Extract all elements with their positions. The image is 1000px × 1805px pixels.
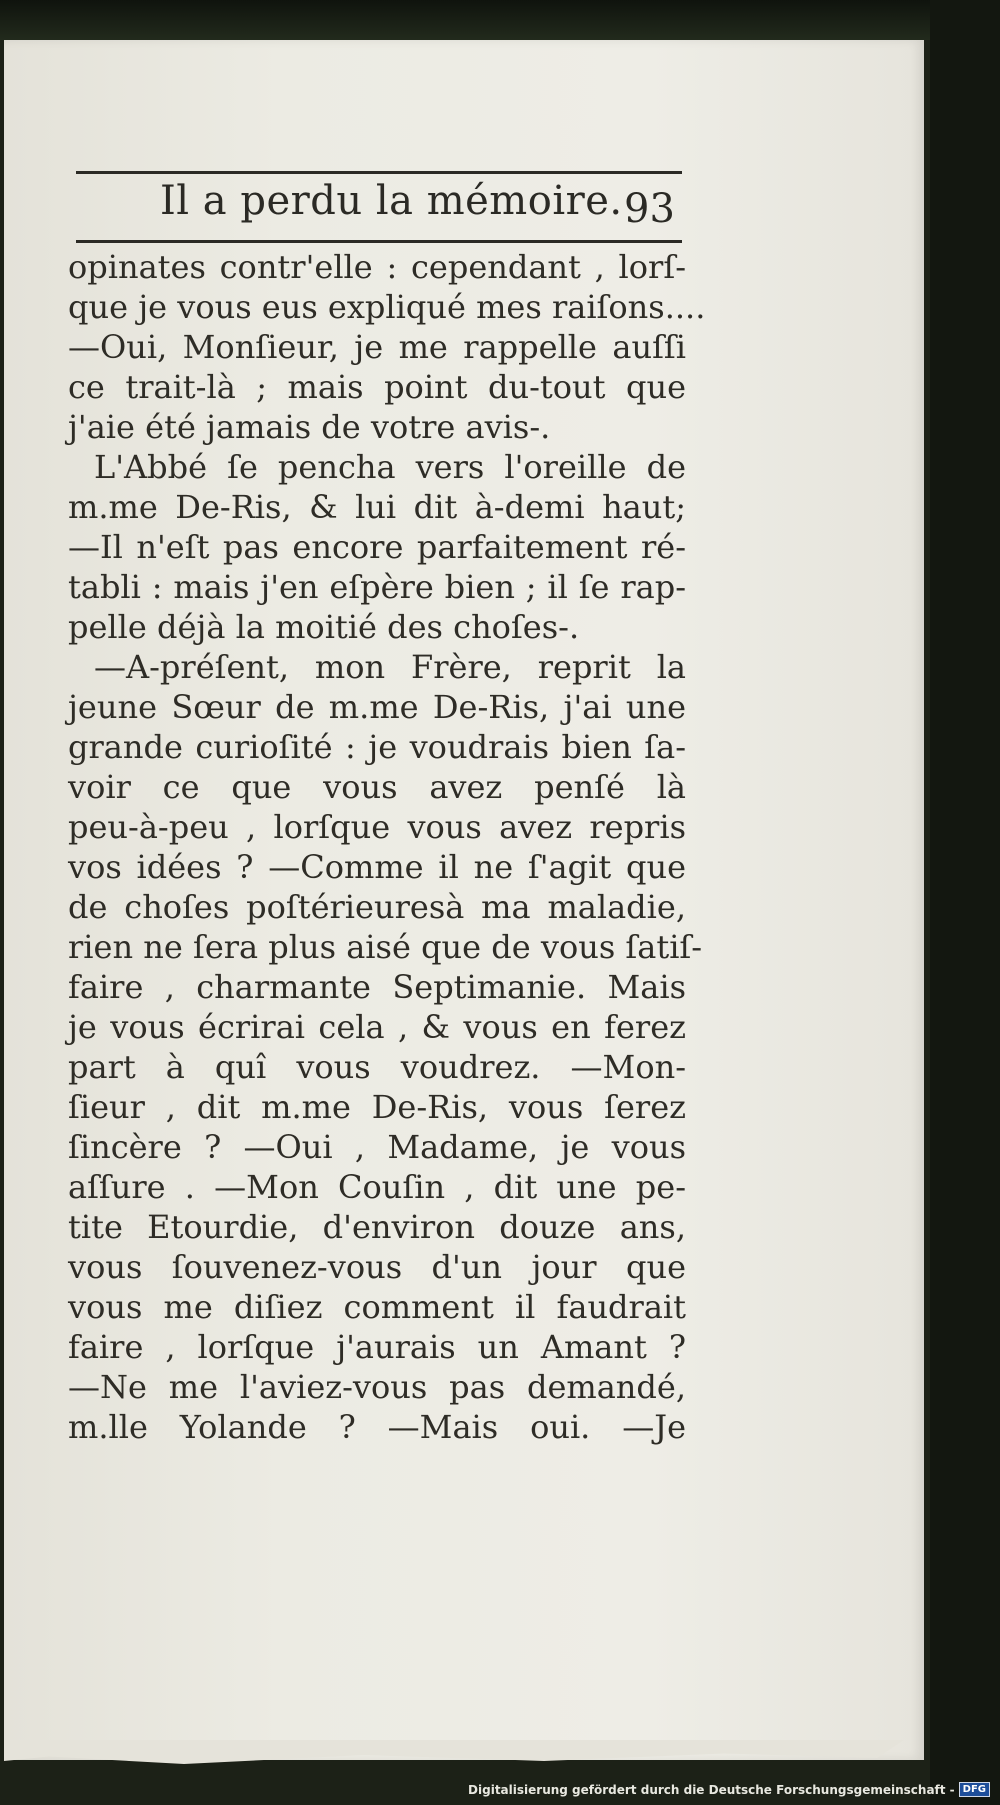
text-line: ſieur , dit m.me De-Ris, vous ſerez [68, 1088, 686, 1126]
text-line: grande curioſité : je voudrais bien ſa- [68, 728, 686, 766]
text-line: m.lle Yolande ? —Mais oui. —Je [68, 1408, 686, 1446]
text-line: opinates contr'elle : cependant , lorſ- [68, 248, 686, 286]
text-line: L'Abbé ſe pencha vers l'oreille de [94, 448, 686, 486]
text-line: —Ne me l'aviez-vous pas demandé, [68, 1368, 686, 1406]
text-line: ſincère ? —Oui , Madame, je vous [68, 1128, 686, 1166]
text-line: jeune Sœur de m.me De-Ris, j'ai une [68, 688, 686, 726]
header-rule-bottom [76, 240, 682, 243]
text-line: de choſes poſtérieuresà ma maladie, [68, 888, 686, 926]
scan-top-edge [0, 0, 1000, 40]
text-line: m.me De-Ris, & lui dit à-demi haut; [68, 488, 686, 526]
dfg-logo-icon: DFG [959, 1782, 990, 1797]
text-line: rien ne ſera plus aisé que de vous ſatiſ- [68, 928, 703, 966]
scan-right-edge [930, 0, 1000, 1805]
text-line: tite Etourdie, d'environ douze ans, [68, 1208, 686, 1246]
page-number: 93 [624, 186, 675, 232]
text-line: faire , lorſque j'aurais un Amant ? [68, 1328, 686, 1366]
text-line: vous ſouvenez-vous d'un jour que [68, 1248, 686, 1286]
text-line: aſſure . —Mon Couſin , dit une pe- [68, 1168, 686, 1206]
header-rule-top [76, 171, 682, 174]
text-line: que je vous eus expliqué mes raiſons.... [68, 288, 706, 326]
running-header-title: Il a perdu la mémoire. [160, 178, 623, 224]
body-text [68, 247, 706, 1447]
text-line: vos idées ? —Comme il ne ſ'agit que [68, 848, 686, 886]
text-line: —A-préſent, mon Frère, reprit la [94, 648, 686, 686]
text-line: tabli : mais j'en eſpère bien ; il ſe rap- [68, 568, 686, 606]
text-line: peu-à-peu , lorſque vous avez repris [68, 808, 686, 846]
text-line: pelle déjà la moitié des choſes-. [68, 608, 580, 646]
text-line: faire , charmante Septimanie. Mais [68, 968, 686, 1006]
text-line: —Il n'eſt pas encore parfaitement ré- [68, 528, 686, 566]
text-line: je vous écrirai cela , & vous en ferez [68, 1008, 686, 1046]
text-line: part à quî vous voudrez. —Mon- [68, 1048, 686, 1086]
text-line: ce trait-là ; mais point du-tout que [68, 368, 686, 406]
text-line: voir ce que vous avez penſé là [68, 768, 686, 806]
text-line: j'aie été jamais de votre avis-. [68, 408, 551, 446]
text-line: vous me diſiez comment il faudrait [68, 1288, 686, 1326]
text-line: —Oui, Monſieur, je me rappelle auſſi [68, 328, 686, 366]
credit-text: Digitalisierung gefördert durch die Deutsche Forschungsgemeinschaft - [468, 1782, 955, 1797]
digitization-credit [468, 1782, 990, 1797]
